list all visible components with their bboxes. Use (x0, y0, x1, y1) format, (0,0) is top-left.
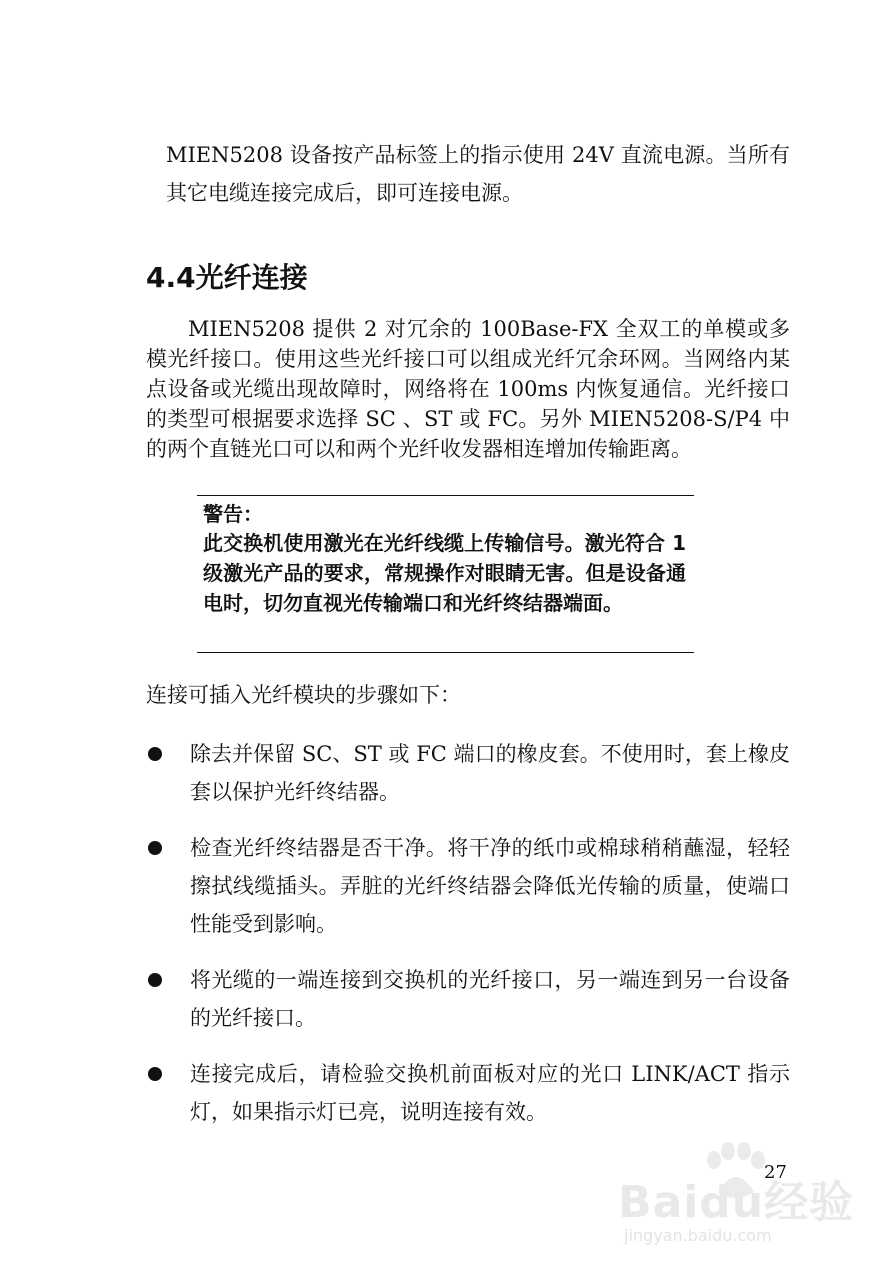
list-item (146, 961, 790, 1037)
bullet-icon (148, 1067, 162, 1081)
bullet-icon (148, 841, 162, 855)
section-paragraph: MIEN5208 提供 2 对冗余的 100Base-FX 全双工的单模或多模光纤接口。使用这些光纤接口可以组成光纤冗余环网。当网络内某点设备或光缆出现故障时，网络将在 100ms 内恢复通信。光纤接口的类型可根据要求选择 SC 、ST 或 FC。另外 MIEN5208-S/P4 中的两个直链光口可以和两个光纤收发器相连增加传输距离。 (146, 317, 790, 461)
list-item (146, 829, 790, 943)
bullet-icon (148, 973, 162, 987)
list-item (146, 735, 790, 811)
page-number: 27 (764, 1162, 787, 1183)
watermark-url: jingyan.baidu.com (624, 1226, 772, 1245)
steps-intro: 连接可插入光纤模块的步骤如下： (146, 683, 461, 707)
list-item-text: 连接完成后，请检验交换机前面板对应的光口 LINK/ACT 指示灯，如果指示灯已亮，说明连接有效。 (190, 1062, 790, 1124)
bullet-icon (148, 747, 162, 761)
watermark-brand: Baidu经验 (618, 1177, 855, 1228)
list-item (146, 1055, 790, 1131)
intro-paragraph: MIEN5208 设备按产品标签上的指示使用 24V 直流电源。当所有其它电缆连接完成后，即可连接电源。 (166, 143, 790, 205)
section-title: 4.4光纤连接 (146, 261, 308, 294)
warning-box (197, 495, 694, 653)
list-item-text: 将光缆的一端连接到交换机的光纤接口，另一端连到另一台设备的光纤接口。 (190, 968, 790, 1030)
list-item-text: 检查光纤终结器是否干净。将干净的纸巾或棉球稍稍蘸湿，轻轻擦拭线缆插头。弄脏的光纤终结器会降低光传输的质量，使端口性能受到影响。 (190, 836, 790, 936)
list-item-text: 除去并保留 SC、ST 或 FC 端口的橡皮套。不使用时，套上橡皮套以保护光纤终结器。 (190, 742, 790, 804)
warning-title: 警告： (203, 502, 263, 526)
warning-body: 此交换机使用激光在光纤线缆上传输信号。激光符合 1 级激光产品的要求，常规操作对眼睛无害。但是设备通电时，切勿直视光传输端口和光纤终结器端面。 (203, 531, 686, 615)
watermark (618, 1142, 858, 1252)
steps-list (146, 735, 790, 1131)
